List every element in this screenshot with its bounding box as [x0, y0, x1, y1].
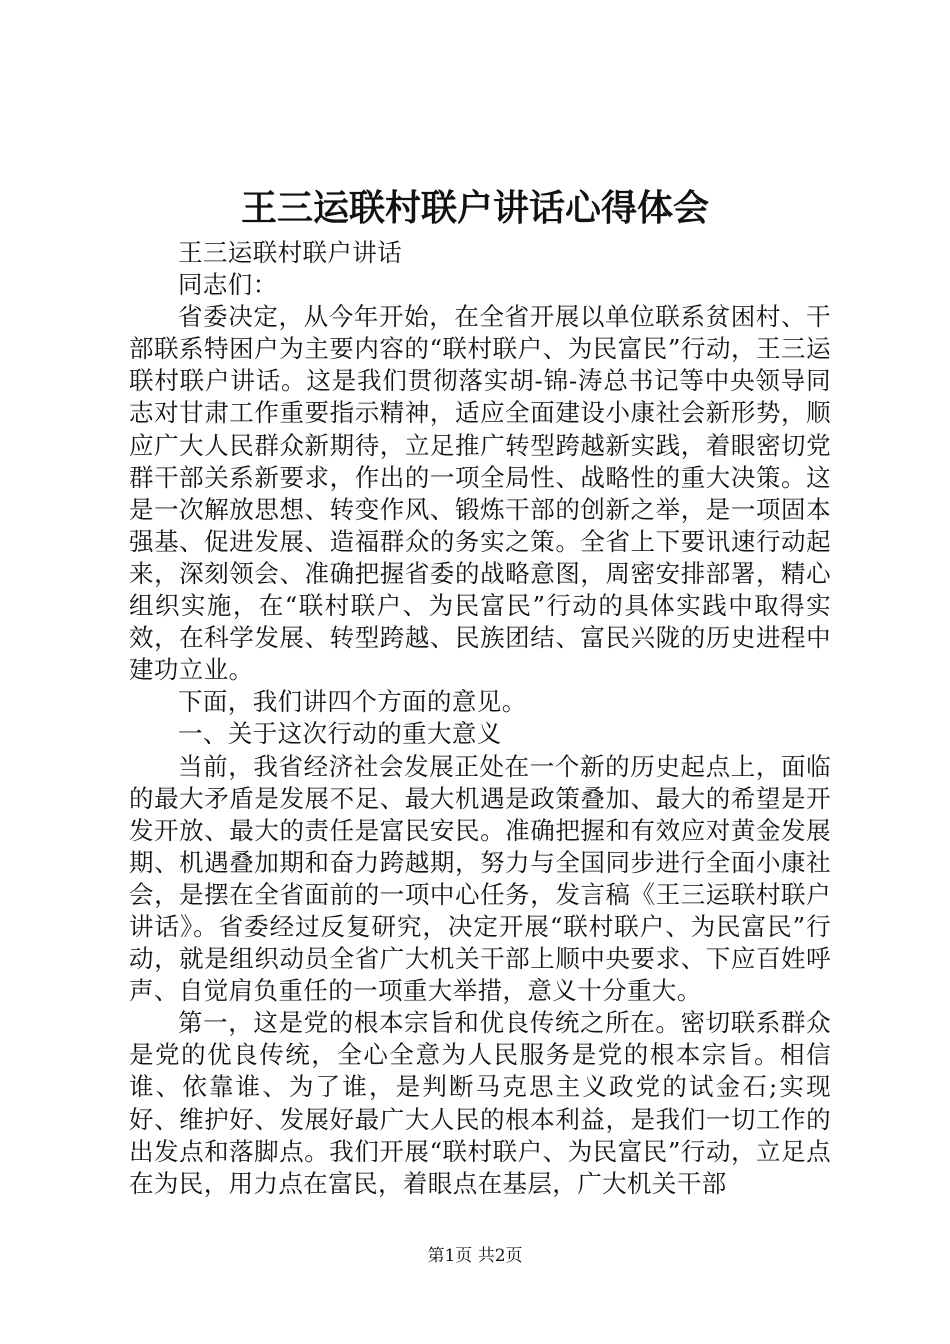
paragraph-salutation: 同志们：	[178, 270, 278, 300]
paragraph: 第一，这是党的根本宗旨和优良传统之所在。密切联系群众是党的优良传统，全心全意为人民服务是党的根本宗旨。相信谁、依靠谁、为了谁，是判断马克思主义政党的试金石;实现好、维护好、发展好最广大人民的根本利益，是我们一切工作的出发点和落脚点。我们开展“联村联户、为民富民”行动，立足点在为民，用力点在富民，着眼点在基层，广大机关干部	[129, 1008, 831, 1198]
paragraph: 省委决定，从今年开始，在全省开展以单位联系贫困村、干部联系特困户为主要内容的“联村联户、为民富民”行动，王三运联村联户讲话。这是我们贯彻落实胡-锦-涛总书记等中央领导同志对甘肃工作重要指示精神，适应全面建设小康社会新形势，顺应广大人民群众新期待，立足推广转型跨越新实践，着眼密切党群干部关系新要求，作出的一项全局性、战略性的重大决策。这是一次解放思想、转变作风、锻炼干部的创新之举，是一项固本强基、促进发展、造福群众的务实之策。全省上下要讯速行动起来，深刻领会、准确把握省委的战略意图，周密安排部署，精心组织实施，在“联村联户、为民富民”行动的具体实践中取得实效，在科学发展、转型跨越、民族团结、富民兴陇的历史进程中建功立业。	[129, 302, 831, 685]
document-title: 王三运联村联户讲话心得体会	[240, 188, 709, 229]
paragraph: 下面，我们讲四个方面的意见。	[178, 687, 527, 717]
page-footer: 第1页 共2页	[427, 1246, 523, 1266]
section-heading: 一、关于这次行动的重大意义	[178, 719, 502, 749]
document-body	[129, 237, 831, 1200]
paragraph: 当前，我省经济社会发展正处在一个新的历史起点上，面临的最大矛盾是发展不足、最大机遇是政策叠加、最大的希望是开发开放、最大的责任是富民安民。准确把握和有效应对黄金发展期、机遇叠加期和奋力跨越期，努力与全国同步进行全面小康社会，是摆在全省面前的一项中心任务，发言稿《王三运联村联户讲话》。省委经过反复研究，决定开展“联村联户、为民富民”行动，就是组织动员全省广大机关干部上顺中央要求、下应百姓呼声、自觉肩负重任的一项重大举措，意义十分重大。	[129, 751, 831, 1006]
paragraph-heading: 王三运联村联户讲话	[178, 238, 403, 267]
